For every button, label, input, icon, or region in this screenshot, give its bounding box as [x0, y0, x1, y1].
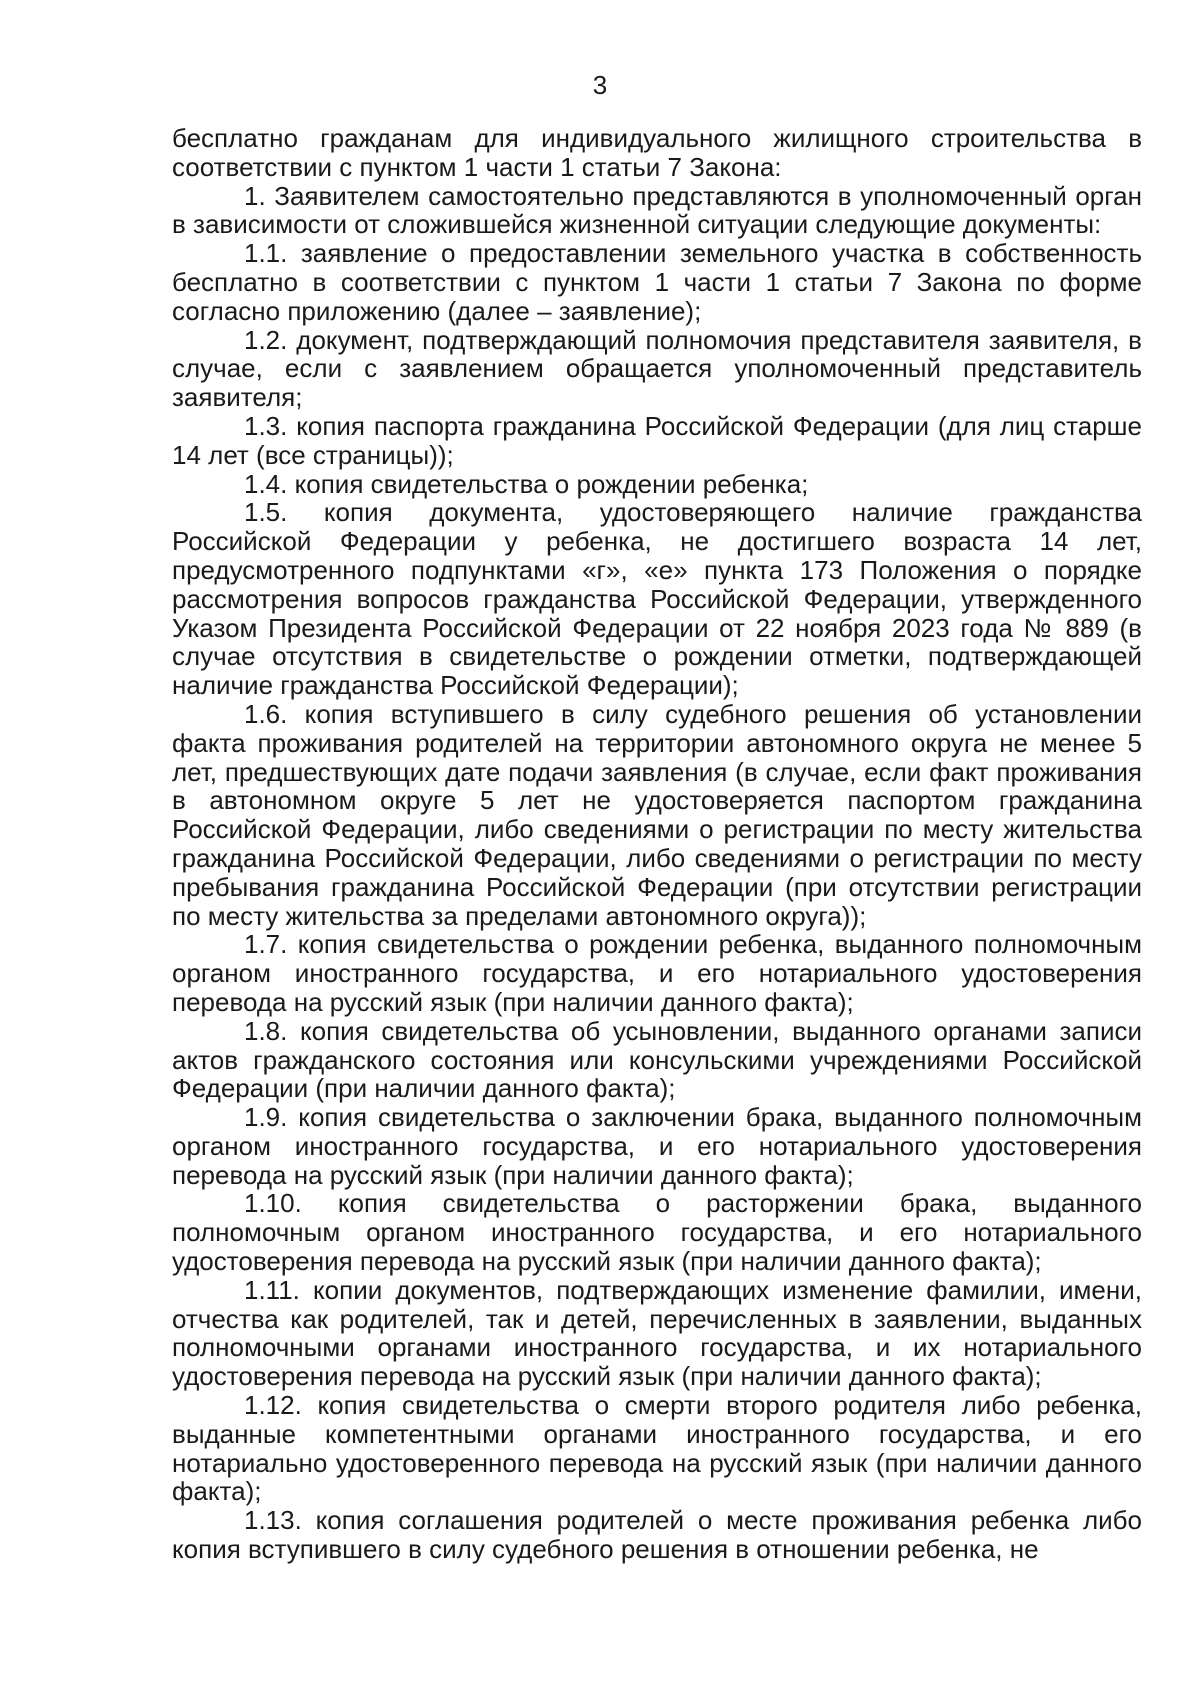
- paragraph-item-1-2: 1.2. документ, подтверждающий полномочия представителя заявителя, в случае, если с заявлением обращается уполномоченный представитель заявителя;: [172, 324, 1142, 413]
- paragraph-item-1-3: 1.3. копия паспорта гражданина Российской Федерации (для лиц старше 14 лет (все страницы));: [172, 410, 1142, 470]
- paragraph-item-1-4: 1.4. копия свидетельства о рождении ребенка;: [244, 468, 809, 499]
- paragraph-item-1-1: 1.1. заявление о предоставлении земельного участка в собственность бесплатно в соответствии с пунктом 1 части 1 статьи 7 Закона по форме согласно приложению (далее – заявление);: [172, 238, 1142, 326]
- paragraph-item-1-7: 1.7. копия свидетельства о рождении ребенка, выданного полномочным органом иностранного государства, и его нотариального удостоверения перевода на русский язык (при наличии данного факта);: [172, 929, 1142, 1017]
- document-body: [172, 124, 1142, 1564]
- page-number: 3: [592, 70, 608, 100]
- paragraph-item-1-9: 1.9. копия свидетельства о заключении брака, выданного полномочным органом иностранного государства, и его нотариального удостоверения перевода на русский язык (при наличии данного факта);: [172, 1102, 1142, 1190]
- paragraph-item-1-6: 1.6. копия вступившего в силу судебного решения об установлении факта проживания родителей на территории автономного округа не менее 5 лет, предшествующих дате подачи заявления (в случае, если факт проживания в автономном округе 5 лет не удостоверяется паспортом гражданина Российской Федерации, либо сведениями о регистрации по месту жительства гражданина Российской Федерации, либо сведениями о регистрации по месту пребывания гражданина Российской Федерации (при отсутствии регистрации по месту жительства за пределами автономного округа));: [172, 698, 1142, 931]
- paragraph-intro: бесплатно гражданам для индивидуального жилищного строительства в соответствии с пунктом 1 части 1 статьи 7 Закона:: [172, 123, 1142, 182]
- paragraph-item-1-8: 1.8. копия свидетельства об усыновлении, выданного органами записи актов гражданского состояния или консульскими учреждениями Российской Федерации (при наличии данного факта);: [172, 1015, 1142, 1104]
- paragraph-item-1-5: 1.5. копия документа, удостоверяющего наличие гражданства Российской Федерации у ребенка, не достигшего возраста 14 лет, предусмотренного подпунктами «г», «е» пункта 173 Положения о порядке рассмотрения вопросов гражданства Российской Федерации, утвержденного Указом Президента Российской Федерации от 22 ноября 2023 года № 889 (в случае отсутствия в свидетельстве о рождении отметки, подтверждающей наличие гражданства Российской Федерации);: [172, 497, 1142, 701]
- paragraph-item-1: 1. Заявителем самостоятельно представляются в уполномоченный орган в зависимости от сложившейся жизненной ситуации следующие документы:: [172, 180, 1142, 240]
- paragraph-item-1-10: 1.10. копия свидетельства о расторжении брака, выданного полномочным органом иностранного государства, и его нотариального удостоверения перевода на русский язык (при наличии данного факта);: [172, 1188, 1142, 1277]
- paragraph-item-1-13: 1.13. копия соглашения родителей о месте проживания ребенка либо копия вступившего в силу судебного решения в отношении ребенка, не: [172, 1505, 1142, 1565]
- paragraph-item-1-12: 1.12. копия свидетельства о смерти второго родителя либо ребенка, выданные компетентными органами иностранного государства, и его нотариально удостоверенного перевода на русский язык (при наличии данного факта);: [172, 1390, 1142, 1507]
- paragraph-item-1-11: 1.11. копии документов, подтверждающих изменение фамилии, имени, отчества как родителей, так и детей, перечисленных в заявлении, выданных полномочными органами иностранного государства, и их нотариального удостоверения перевода на русский язык (при наличии данного факта);: [172, 1274, 1142, 1392]
